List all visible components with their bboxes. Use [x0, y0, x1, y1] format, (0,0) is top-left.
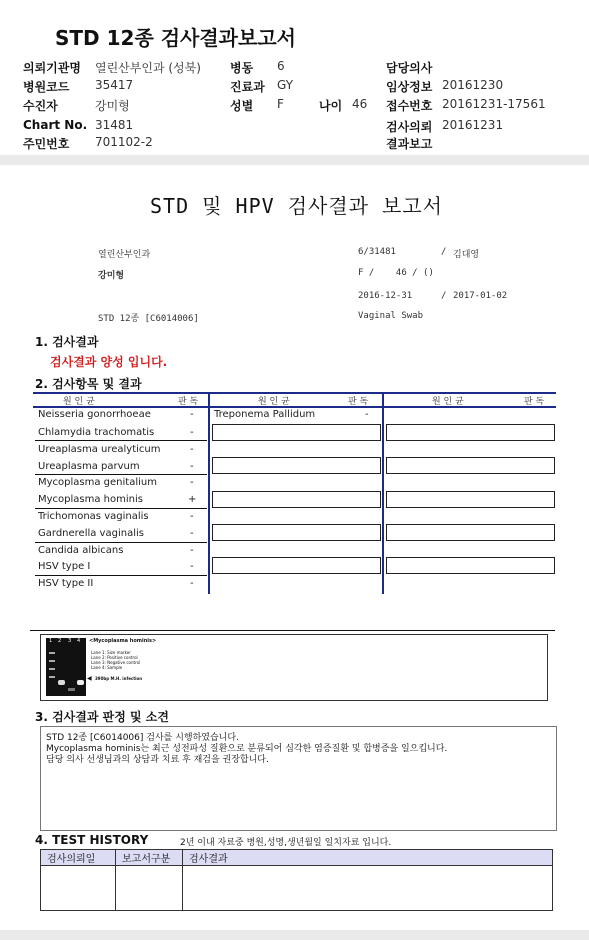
- section4-note: 2년 이내 자료중 병원,성명,생년월일 일치자료 입니다.: [180, 838, 392, 848]
- organism-name: HSV type II: [38, 578, 94, 589]
- history-col-result: 검사결과: [183, 850, 553, 866]
- report-date-received: 2016-12-31: [358, 291, 413, 301]
- id-label: 주민번호: [23, 137, 70, 151]
- history-empty-row: [41, 866, 553, 911]
- organism-result: -: [190, 511, 194, 522]
- code-label: 병원코드: [23, 80, 70, 94]
- organism-result: -: [190, 545, 194, 556]
- age-value: 46: [352, 97, 368, 111]
- gel-legend-2: Lane 2: Positive control: [91, 655, 138, 660]
- empty-cell: [386, 457, 555, 474]
- ward-label: 병동: [230, 61, 254, 75]
- table-header-1: [33, 392, 208, 408]
- request-value: 20161231: [442, 118, 504, 132]
- empty-cell: [386, 424, 555, 441]
- page-bottom-divider: [0, 930, 589, 940]
- row-underline: [35, 575, 207, 576]
- gel-top-rule: [30, 630, 555, 631]
- organism-result: -: [190, 461, 194, 472]
- gel-image-panel: [40, 634, 548, 701]
- opinion-line: STD 12종 [C6014006] 검사를 시행하였습니다.: [46, 733, 239, 743]
- request-label: 검사의뢰: [386, 120, 433, 134]
- organism-name: Gardnerella vaginalis: [38, 528, 144, 539]
- gel-band: [49, 668, 55, 670]
- gel-lane-number: 2: [58, 638, 62, 644]
- col-judgment: 판 독: [348, 397, 369, 407]
- gel-band: [49, 652, 55, 654]
- col-organism: 원 인 균: [432, 397, 464, 407]
- empty-cell: [386, 557, 555, 574]
- report-sex-age: F / 46 / (): [358, 268, 434, 278]
- gel-legend-4: Lane 4: Sample: [91, 665, 123, 670]
- organism-name: HSV type I: [38, 561, 91, 572]
- gel-lane-number: 1: [49, 638, 53, 644]
- table-header-3: [384, 392, 556, 408]
- section4-title: 4. TEST HISTORY: [35, 833, 149, 847]
- gel-band: [49, 676, 55, 678]
- column-divider: [382, 392, 384, 594]
- chart-label: Chart No.: [23, 118, 88, 132]
- row-underline: [35, 508, 207, 509]
- clinical-value: 20161230: [442, 78, 504, 92]
- organism-name: Chlamydia trachomatis: [38, 427, 155, 438]
- report-slash-2: /: [441, 291, 447, 301]
- gel-lane-number: 4: [77, 638, 81, 644]
- report-test-name: STD 12종 [C6014006]: [98, 314, 199, 324]
- empty-cell: [212, 524, 381, 541]
- history-table: [40, 849, 553, 911]
- empty-cell: [212, 424, 381, 441]
- opinion-box: [40, 726, 557, 831]
- id-value: 701102-2: [95, 135, 153, 149]
- dept-label: 진료과: [230, 80, 265, 94]
- col-judgment: 판 독: [178, 397, 199, 407]
- organism-result: +: [188, 494, 197, 505]
- hospital-label: 의뢰기관명: [23, 61, 81, 75]
- ward-value: 6: [277, 59, 285, 73]
- empty-cell: [212, 491, 381, 508]
- organism-name: Mycoplasma genitalium: [38, 477, 157, 488]
- table-header-2: [210, 392, 382, 408]
- section1-title: 1. 검사결과: [35, 335, 99, 349]
- history-col-date: 검사의뢰일: [41, 850, 116, 866]
- organism-name: Treponema Pallidum: [214, 409, 316, 420]
- report-label: 결과보고: [386, 137, 433, 151]
- receipt-label: 접수번호: [386, 99, 433, 113]
- organism-name: Neisseria gonorrhoeae: [38, 409, 151, 420]
- row-underline: [35, 474, 207, 475]
- section3-title: 3. 검사결과 판정 및 소견: [35, 710, 169, 724]
- patient-value: 강미형: [95, 99, 130, 113]
- organism-result: -: [190, 578, 194, 589]
- gel-legend-1: Lane 1: Size marker: [91, 650, 131, 655]
- organism-result: -: [190, 528, 194, 539]
- sex-value: F: [277, 97, 284, 111]
- gel-band: [58, 680, 65, 685]
- report-hospital: 열린산부인과: [98, 250, 151, 260]
- report-chart-no: 6/31481: [358, 247, 396, 257]
- opinion-line: 담당 의사 선생님과의 상담과 치료 후 재검을 권장합니다.: [46, 755, 269, 765]
- receipt-value: 20161231-17561: [442, 97, 546, 111]
- sex-label: 성별: [230, 99, 254, 113]
- organism-name: Mycoplasma hominis: [38, 494, 143, 505]
- report-patient: 강미형: [98, 271, 125, 281]
- row-underline: [35, 440, 207, 441]
- patient-label: 수진자: [23, 99, 58, 113]
- gel-band-label: 390bp M.H. infection: [95, 676, 143, 681]
- gel-legend-3: Lane 3: Negative control: [91, 660, 141, 665]
- organism-name: Trichomonas vaginalis: [38, 511, 149, 522]
- report-date-reported: 2017-01-02: [453, 291, 508, 301]
- organism-result: -: [190, 477, 194, 488]
- gel-band: [68, 688, 75, 691]
- page-divider: [0, 155, 589, 165]
- organism-name: Candida albicans: [38, 545, 124, 556]
- gel-image: [46, 638, 86, 696]
- empty-cell: [386, 491, 555, 508]
- doctor-label: 담당의사: [386, 61, 433, 75]
- gel-lane-number: 3: [68, 638, 72, 644]
- code-value: 35417: [95, 78, 134, 92]
- row-underline: [35, 542, 207, 543]
- arrow-left-icon: ◀: [87, 675, 92, 682]
- col-judgment: 판 독: [524, 397, 545, 407]
- dept-value: GY: [277, 78, 294, 92]
- organism-result: -: [365, 409, 369, 420]
- empty-cell: [386, 524, 555, 541]
- page-title: STD 12종 검사결과보고서: [55, 26, 296, 50]
- col-organism: 원 인 균: [63, 397, 95, 407]
- report-title: STD 및 HPV 검사결과 보고서: [150, 194, 443, 218]
- report-doctor: 김대영: [453, 250, 480, 260]
- section2-title: 2. 검사항목 및 결과: [35, 377, 142, 391]
- gel-title: <Mycoplasma hominis>: [89, 638, 157, 644]
- col-organism: 원 인 균: [258, 397, 290, 407]
- empty-cell: [212, 557, 381, 574]
- section1-result: 검사결과 양성 입니다.: [50, 355, 168, 369]
- report-slash-1: /: [441, 247, 447, 257]
- organism-result: -: [190, 444, 194, 455]
- gel-band: [77, 680, 84, 685]
- organism-name: Ureaplasma parvum: [38, 461, 140, 472]
- organism-result: -: [190, 409, 194, 420]
- gel-band: [49, 660, 55, 662]
- opinion-line: Mycoplasma hominis는 최근 성전파성 질환으로 분류되어 심각한 염증질환 및 합병증을 일으킵니다.: [46, 744, 448, 754]
- organism-result: -: [190, 427, 194, 438]
- history-header-row: [41, 850, 553, 866]
- empty-cell: [212, 457, 381, 474]
- column-divider: [208, 392, 210, 594]
- history-col-type: 보고서구분: [116, 850, 183, 866]
- chart-value: 31481: [95, 118, 134, 132]
- organism-result: -: [190, 561, 194, 572]
- clinical-label: 임상정보: [386, 80, 433, 94]
- hospital-value: 열린산부인과 (성북): [95, 61, 201, 75]
- organism-name: Ureaplasma urealyticum: [38, 444, 161, 455]
- report-specimen: Vaginal Swab: [358, 311, 424, 321]
- age-label: 나이: [319, 99, 343, 113]
